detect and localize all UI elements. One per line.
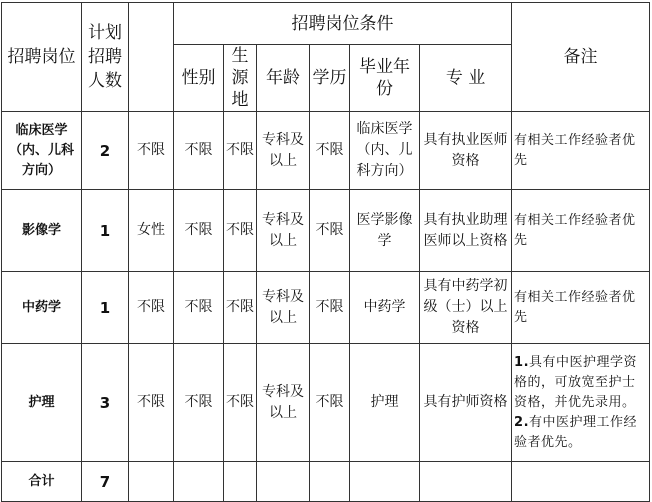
- row-count: 2: [82, 112, 129, 190]
- header-grad-year: 毕业年份: [350, 45, 420, 112]
- row-remarks: 有相关工作经验者优先: [512, 112, 650, 190]
- row-major: 临床医学（内、儿科方向）: [350, 112, 420, 190]
- total-row: [2, 462, 650, 502]
- empty-cell: [512, 462, 650, 502]
- remark-2-text: 有中医护理工作经验者优先。: [514, 414, 638, 450]
- row-age: 不限: [224, 272, 257, 344]
- table-row: [2, 112, 650, 190]
- header-origin: 生源地: [224, 45, 257, 112]
- total-label: 合计: [2, 462, 82, 502]
- row-age: 不限: [224, 344, 257, 462]
- row-position: 中药学: [2, 272, 82, 344]
- row-gender: 不限: [129, 344, 174, 462]
- row-grad-year: 不限: [310, 190, 350, 272]
- empty-cell: [350, 462, 420, 502]
- table-row: [2, 344, 650, 462]
- row-count: 3: [82, 344, 129, 462]
- empty-cell: [310, 462, 350, 502]
- row-grad-year: 不限: [310, 112, 350, 190]
- row-remarks: [512, 344, 650, 462]
- row-remarks: 有相关工作经验者优先: [512, 190, 650, 272]
- row-origin: 不限: [174, 112, 224, 190]
- row-age: 不限: [224, 190, 257, 272]
- table-row: [2, 272, 650, 344]
- empty-cell: [420, 462, 512, 502]
- header-remarks: 备注: [512, 3, 650, 112]
- row-grad-year: 不限: [310, 344, 350, 462]
- remark-1-number: 1.: [514, 354, 530, 370]
- row-remarks: 有相关工作经验者优先: [512, 272, 650, 344]
- row-other: 具有中药学初级（士）以上资格: [420, 272, 512, 344]
- row-origin: 不限: [174, 272, 224, 344]
- header-blank: [129, 3, 174, 112]
- remark-1-text: 具有中医护理学资格的，可放宽至护士资格，并优先录用。: [514, 354, 638, 410]
- table-row: [2, 190, 650, 272]
- row-position: 影像学: [2, 190, 82, 272]
- total-count: 7: [82, 462, 129, 502]
- row-count: 1: [82, 190, 129, 272]
- row-education: 专科及以上: [257, 190, 310, 272]
- empty-cell: [224, 462, 257, 502]
- row-age: 不限: [224, 112, 257, 190]
- row-education: 专科及以上: [257, 344, 310, 462]
- row-major: 医学影像学: [350, 190, 420, 272]
- empty-cell: [129, 462, 174, 502]
- row-grad-year: 不限: [310, 272, 350, 344]
- header-age: 年龄: [257, 45, 310, 112]
- row-position: 临床医学（内、儿科方向）: [2, 112, 82, 190]
- row-education: 专科及以上: [257, 112, 310, 190]
- row-gender: 女性: [129, 190, 174, 272]
- empty-cell: [257, 462, 310, 502]
- empty-cell: [174, 462, 224, 502]
- row-other: 具有执业助理医师以上资格: [420, 190, 512, 272]
- row-count: 1: [82, 272, 129, 344]
- row-other: 具有护师资格: [420, 344, 512, 462]
- row-origin: 不限: [174, 190, 224, 272]
- row-education: 专科及以上: [257, 272, 310, 344]
- header-major: 专 业: [420, 45, 512, 112]
- row-gender: 不限: [129, 112, 174, 190]
- header-plan-count: 计划招聘人数: [82, 3, 129, 112]
- row-origin: 不限: [174, 344, 224, 462]
- header-gender: 性别: [174, 45, 224, 112]
- header-row-top: [2, 3, 650, 45]
- row-gender: 不限: [129, 272, 174, 344]
- header-education: 学历: [310, 45, 350, 112]
- row-other: 具有执业医师资格: [420, 112, 512, 190]
- row-major: 护理: [350, 344, 420, 462]
- header-conditions: 招聘岗位条件: [174, 3, 512, 45]
- recruitment-table: [1, 2, 650, 502]
- header-position: 招聘岗位: [2, 3, 82, 112]
- row-position: 护理: [2, 344, 82, 462]
- row-major: 中药学: [350, 272, 420, 344]
- remark-2-number: 2.: [514, 414, 530, 430]
